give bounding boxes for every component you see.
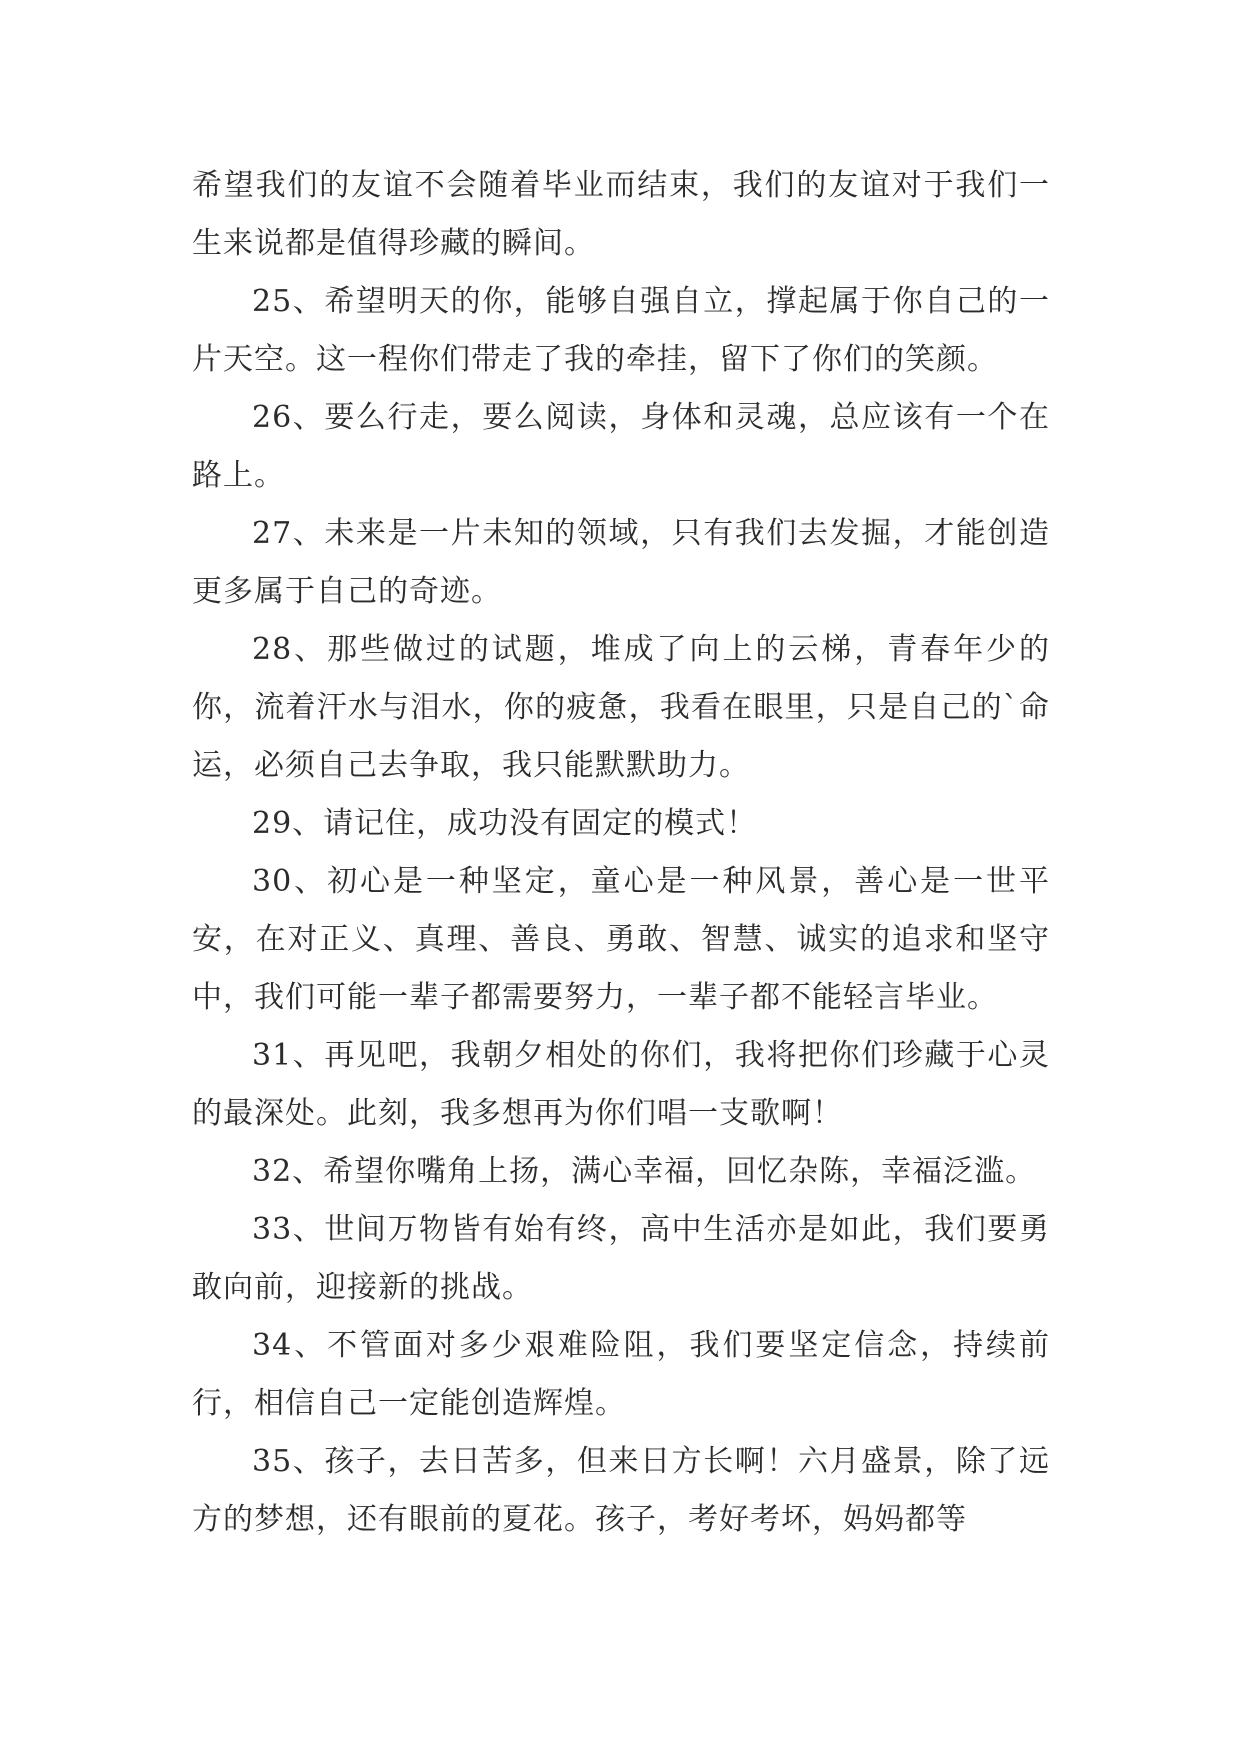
paragraph-30: 30、初心是一种坚定，童心是一种风景，善心是一世平安，在对正义、真理、善良、勇敢、智慧、诚实的追求和坚守中，我们可能一辈子都需要努力，一辈子都不能轻言毕业。 bbox=[192, 864, 1050, 1015]
paragraph-35: 35、孩子，去日苦多，但来日方长啊！六月盛景，除了远方的梦想，还有眼前的夏花。孩子，考好考坏，妈妈都等 bbox=[192, 1444, 1050, 1537]
paragraph-25: 25、希望明天的你，能够自强自立，撑起属于你自己的一片天空。这一程你们带走了我的牵挂，留下了你们的笑颜。 bbox=[192, 284, 1050, 377]
paragraph-31: 31、再见吧，我朝夕相处的你们，我将把你们珍藏于心灵的最深处。此刻，我多想再为你们唱一支歌啊！ bbox=[192, 1038, 1050, 1131]
paragraph-26: 26、要么行走，要么阅读，身体和灵魂，总应该有一个在路上。 bbox=[192, 400, 1050, 493]
document-body bbox=[192, 157, 1050, 1549]
paragraph-32: 32、希望你嘴角上扬，满心幸福，回忆杂陈，幸福泛滥。 bbox=[252, 1154, 1037, 1189]
paragraph-27: 27、未来是一片未知的领域，只有我们去发掘，才能创造更多属于自己的奇迹。 bbox=[192, 516, 1050, 609]
paragraph-34: 34、不管面对多少艰难险阻，我们要坚定信念，持续前行，相信自己一定能创造辉煌。 bbox=[192, 1328, 1050, 1421]
paragraph-29: 29、请记住，成功没有固定的模式！ bbox=[252, 806, 758, 841]
paragraph-33: 33、世间万物皆有始有终，高中生活亦是如此，我们要勇敢向前，迎接新的挑战。 bbox=[192, 1212, 1050, 1305]
paragraph-28: 28、那些做过的试题，堆成了向上的云梯，青春年少的你，流着汗水与泪水，你的疲惫，我看在眼里，只是自己的`命运，必须自己去争取，我只能默默助力。 bbox=[192, 632, 1050, 783]
paragraph-continuation: 希望我们的友谊不会随着毕业而结束，我们的友谊对于我们一生来说都是值得珍藏的瞬间。 bbox=[192, 168, 1050, 261]
